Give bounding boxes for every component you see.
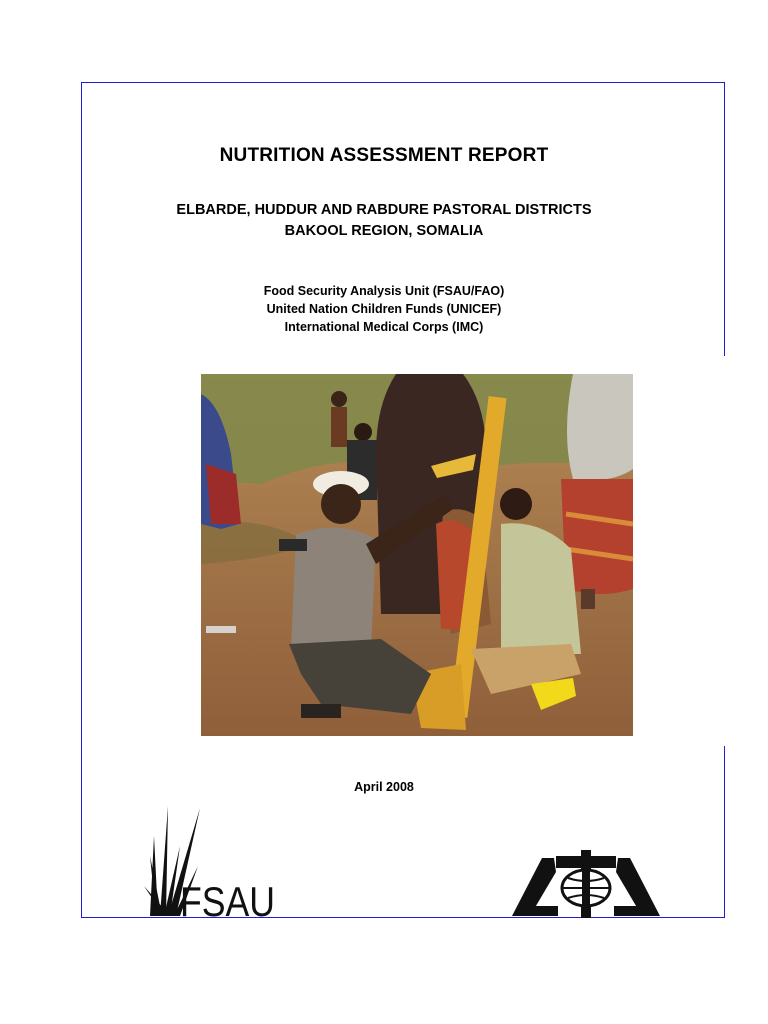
- cover-photo: [201, 374, 633, 736]
- fsau-logo-text: FSAU: [180, 878, 275, 925]
- fsau-logo: [140, 796, 280, 925]
- report-title: NUTRITION ASSESSMENT REPORT: [219, 145, 549, 166]
- imc-logo: [512, 850, 660, 918]
- org-imc: International Medical Corps (IMC): [284, 320, 484, 334]
- subtitle-districts: ELBARDE, HUDDUR AND RABDURE PASTORAL DISTRICTS: [176, 202, 592, 218]
- subtitle-region: BAKOOL REGION, SOMALIA: [284, 223, 484, 239]
- org-unicef: United Nation Children Funds (UNICEF): [266, 302, 502, 316]
- border-gap: [722, 356, 730, 746]
- org-fsau: Food Security Analysis Unit (FSAU/FAO): [263, 284, 505, 298]
- report-date: April 2008: [354, 780, 414, 794]
